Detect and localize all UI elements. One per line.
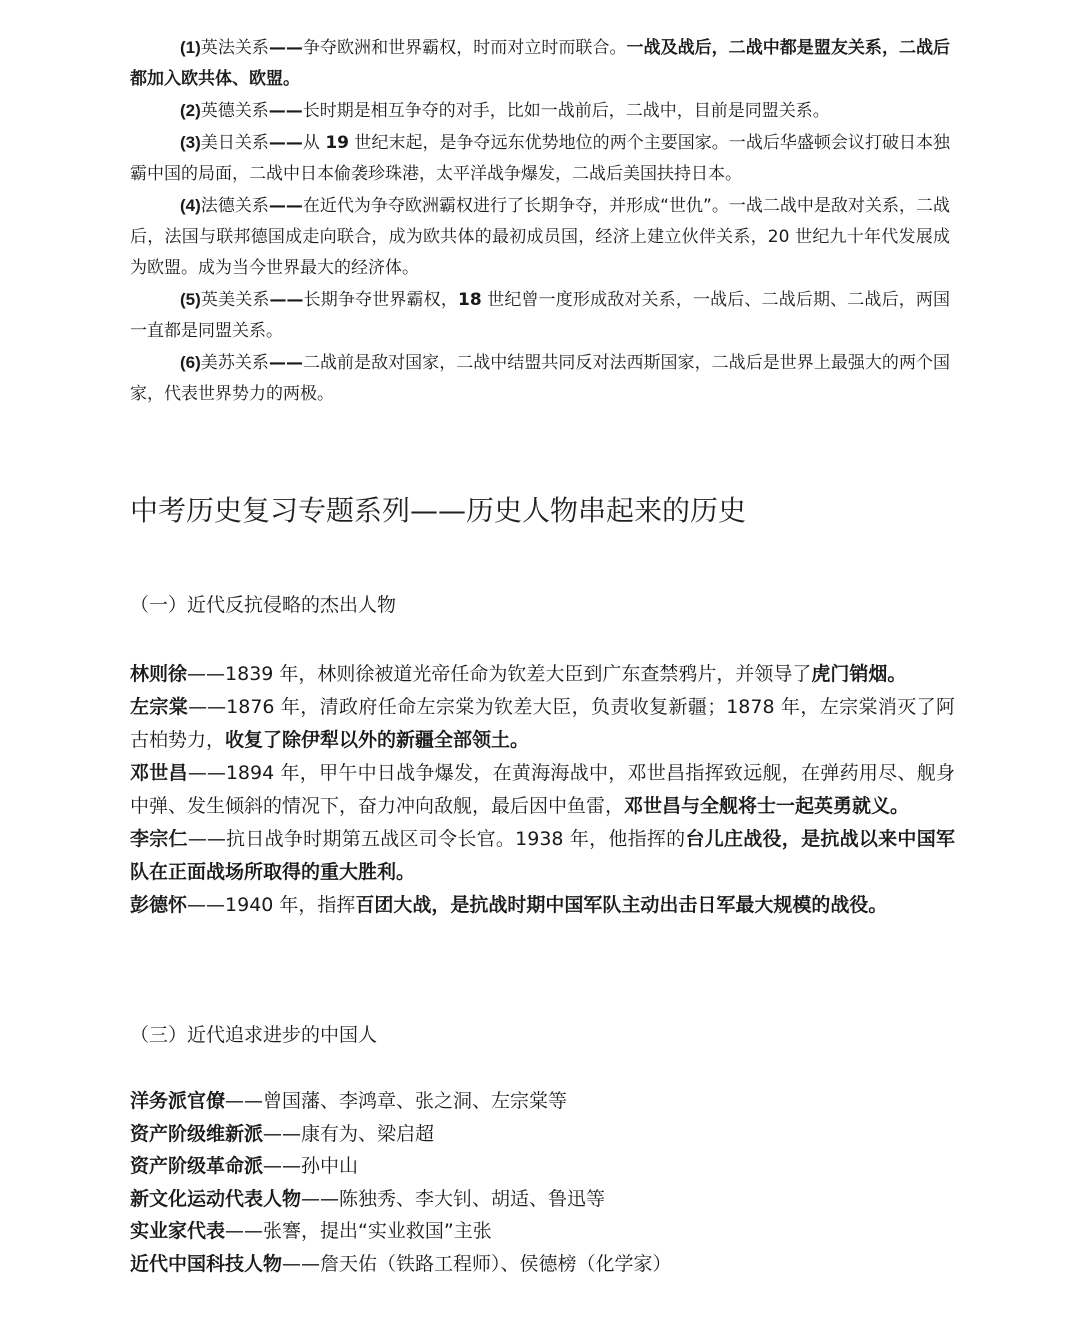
figure-item: 李宗仁——抗日战争时期第五战区司令长官。1938 年，他指挥的台儿庄战役，是抗战以来中国军队在正面战场所取得的重大胜利。: [130, 828, 955, 883]
progress-item: 实业家代表——张謇，提出“实业救国”主张: [130, 1220, 492, 1242]
page-title: 中考历史复习专题系列——历史人物串起来的历史: [130, 494, 747, 527]
relation-item: (6)美苏关系——二战前是敌对国家，二战中结盟共同反对法西斯国家，二战后是世界上最强大的两个国家，代表世界势力的两极。: [130, 353, 951, 404]
progress-list: [130, 1085, 955, 1280]
figure-item: 林则徐——1839 年，林则徐被道光帝任命为钦差大臣到广东查禁鸦片，并领导了虎门销烟。: [130, 663, 907, 685]
progress-item: 新文化运动代表人物——陈独秀、李大钊、胡适、鲁迅等: [130, 1187, 606, 1210]
figure-item: 左宗棠——1876 年，清政府任命左宗棠为钦差大臣，负责收复新疆；1878 年，左宗棠消灭了阿古柏势力，收复了除伊犁以外的新疆全部领土。: [130, 696, 955, 751]
progress-item: 资产阶级革命派——孙中山: [130, 1155, 359, 1177]
progress-item: 资产阶级维新派——康有为、梁启超: [130, 1122, 435, 1145]
relation-item: (5)英美关系——长期争夺世界霸权，18 世纪曾一度形成敌对关系，一战后、二战后期、二战后，两国一直都是同盟关系。: [130, 290, 951, 341]
section-heading-progress: （三）近代追求进步的中国人: [130, 1024, 378, 1046]
section-heading-resistance: （一）近代反抗侵略的杰出人物: [130, 594, 397, 616]
progress-item: 近代中国科技人物——詹天佑（铁路工程师）、侯德榜（化学家）: [130, 1252, 672, 1275]
relation-item: (2)英德关系——长时期是相互争夺的对手，比如一战前后，二战中，目前是同盟关系。: [180, 101, 830, 121]
relations-list: [130, 32, 950, 410]
figure-item: 邓世昌——1894 年，甲午中日战争爆发，在黄海海战中，邓世昌指挥致远舰，在弹药用尽、舰身中弹、发生倾斜的情况下，奋力冲向敌舰，最后因中鱼雷，邓世昌与全舰将士一起英勇就义。: [130, 762, 955, 817]
figures-list: [130, 658, 955, 922]
relation-item: (3)美日关系——从 19 世纪末起，是争夺远东优势地位的两个主要国家。一战后华盛顿会议打破日本独霸中国的局面，二战中日本偷袭珍珠港，太平洋战争爆发，二战后美国扶持日本。: [130, 133, 951, 184]
relation-item: (1)英法关系——争夺欧洲和世界霸权，时而对立时而联合。一战及战后，二战中都是盟友关系，二战后都加入欧共体、欧盟。: [130, 38, 951, 89]
relation-item: (4)法德关系——在近代为争夺欧洲霸权进行了长期争夺，并形成“世仇”。一战二战中是敌对关系，二战后，法国与联邦德国成走向联合，成为欧共体的最初成员国，经济上建立伙伴关系，20 世纪九十年代发展成为欧盟。成为当今世界最大的经济体。: [130, 196, 950, 278]
figure-item: 彭德怀——1940 年，指挥百团大战，是抗战时期中国军队主动出击日军最大规模的战役。: [130, 894, 888, 916]
progress-item: 洋务派官僚——曾国藩、李鸿章、张之洞、左宗棠等: [130, 1090, 568, 1112]
